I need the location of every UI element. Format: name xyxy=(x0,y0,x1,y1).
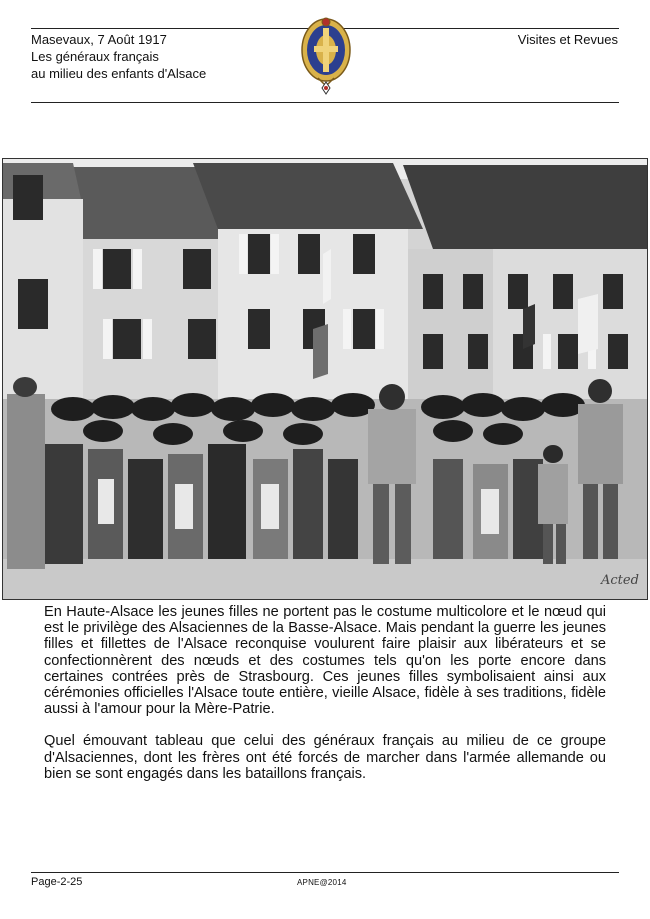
footer-rule xyxy=(31,872,619,873)
header-title-line1: Les généraux français xyxy=(31,49,159,64)
header-caption xyxy=(31,31,206,82)
header-title-line2: au milieu des enfants d'Alsace xyxy=(31,66,207,81)
header-section: Visites et Revues xyxy=(517,32,618,47)
historical-group-photo xyxy=(2,158,648,600)
svg-text:Acted: Acted xyxy=(601,573,639,588)
copyright: APNE@2014 xyxy=(297,878,347,887)
paragraph-2: Quel émouvant tableau que celui des généraux français au milieu de ce groupe d'Alsaciennes, dont les frères ont été forcés de marcher dans l'armée allemande ou bien se sont engagés dans les bataillons français. xyxy=(44,733,606,782)
page-number: Page-2-25 xyxy=(31,876,83,888)
coat-of-arms-icon xyxy=(300,16,352,98)
header-place-date: Masevaux, 7 Août 1917 xyxy=(31,32,167,47)
paragraph-1: En Haute-Alsace les jeunes filles ne portent pas le costume multicolore et le nœud qui est le privilège des Alsaciennes de la Basse-Alsace. Mais pendant la guerre les jeunes filles et fillettes de l'Alsace reconquise voulurent faire plaisir aux libérateurs et se confectionnèrent des nœuds et des costumes tels qu'on les porte encore dans certaines contrées près de Strasbourg. Ces jeunes filles symbolisaient ainsi aux cérémonies officielles l'Alsace toute entière, vieille Alsace, fidèle à ses traditions, fidèle aussi à l'amour pour la Mère-Patrie. xyxy=(44,604,606,718)
article-body xyxy=(44,604,606,798)
header-bottom-rule xyxy=(31,102,619,103)
